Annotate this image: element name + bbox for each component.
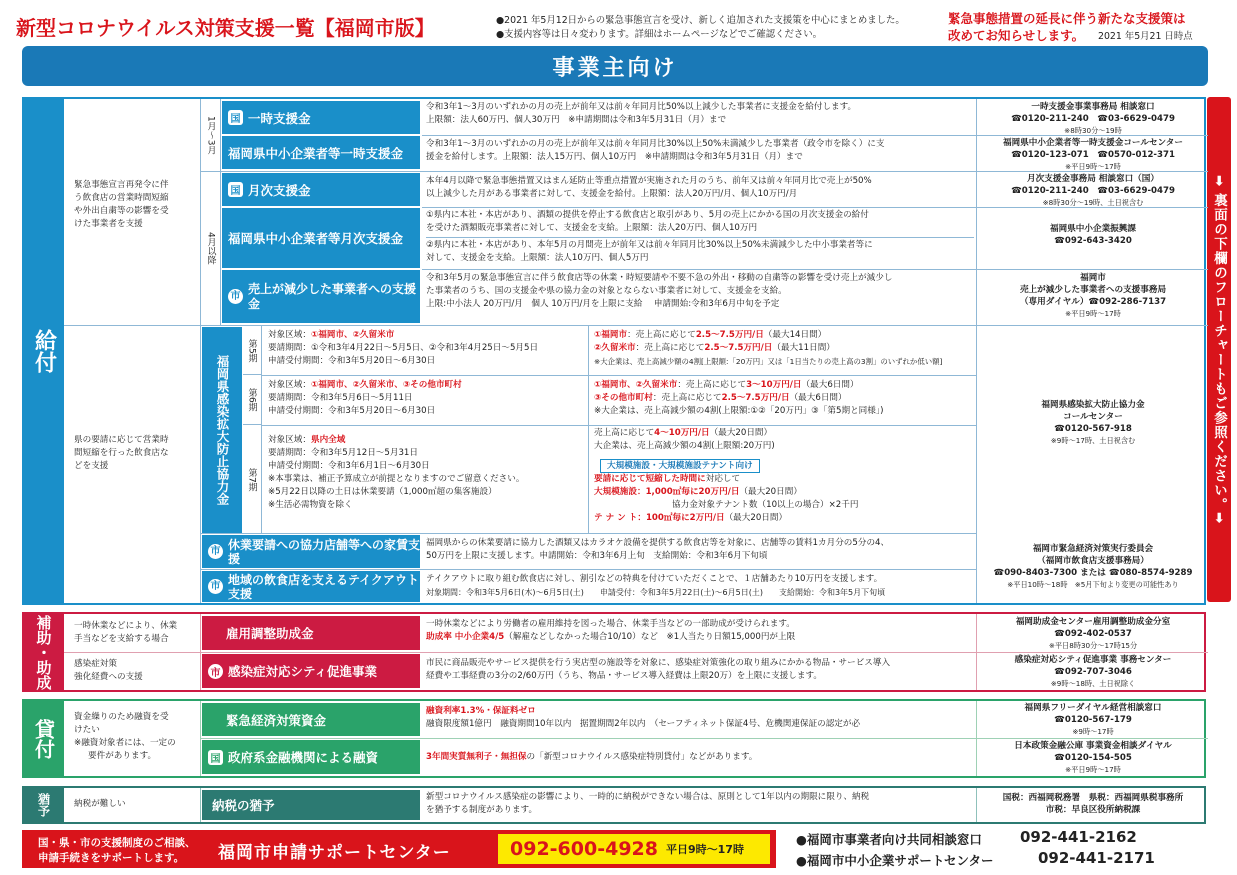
kyufu-category [24,99,64,603]
program-name: 政府系金融機関による融資 [228,750,379,765]
contact-hours: ※平日9時〜17時 [1065,162,1121,171]
contact-hours: ※8時30分〜19時、土日祝含む [1042,198,1144,207]
contact-line: 福岡県感染拡大防止協力金 [1041,400,1145,410]
condition-line: ※生活必需物資を除く [268,500,353,510]
period-jan-mar [201,99,221,171]
contact-phone[interactable]: ☎0120-154-505 [1054,753,1132,763]
desc-line: 新型コロナウイルス感染症の影響により、一時的に納税ができない場合は、原則として1年以内の期限に限り、納税 [426,792,870,802]
amount-line: ②久留米市：売上高に応じて2.5〜7.5万円/日（最大11日間） [594,343,835,353]
support-center-banner [22,830,776,868]
contact-phone[interactable]: ☎0120-567-179 [1054,715,1132,725]
header-date: 2021 年5月21 日時点 [1098,31,1193,42]
amount-note: ※大企業は、売上高減少額の4割(上限額:①②「20万円」③「第5期と同様」) [594,406,884,416]
condition-line: 要請期間：令和3年5月6日〜5月11日 [268,393,413,403]
period-5-amounts [594,329,974,368]
contact-phone[interactable]: ☎090-8403-7300 または ☎080-8574-9289 [993,568,1193,578]
contact-line: 一時支援金事業事務局 相談窓口 [1031,102,1155,112]
period-apr-onward [201,171,221,325]
period-7-amounts [594,427,974,525]
period-7-label [243,426,261,533]
contact-getsuji [978,173,1208,209]
yuyo-category [24,788,64,822]
contact-line: 福岡市緊急経済対策実行委員会 [1032,544,1154,554]
joint-consultation-phone[interactable]: 092-441-2162 [1020,828,1137,846]
page-title: 新型コロナウイルス対策支援一覧【福岡市版】 [16,16,435,40]
kyoryokukin-title-text: 福岡県感染拡大防止協力金 [215,355,230,505]
city-badge-icon: 市 [208,579,223,594]
target-line: 資金繰りのため融資を受 [74,712,169,722]
desc-line: 助成率 中小企業4/5（解雇などしなかった場合10/10）など ※1人当たり日額15,000円が上限 [426,632,796,642]
condition-line: ※5月22日以降の土日は休業要請（1,000㎡超の集客施設） [268,487,497,497]
program-city-sokushin[interactable] [202,654,420,688]
header-alert-2: 改めてお知らせします。 [948,28,1085,43]
desc-line: 援金を給付します。上限額：法人15万円、個人10万円 ※申請期間は令和3年5月31日（月）まで [426,152,803,162]
target-line: 強化経費への支援 [74,672,143,682]
target-line: う飲食店の営業時間短縮 [74,193,169,203]
desc-line: 本年4月以降で緊急事態措置又はまん延防止等重点措置が実施された月のうち、前年又は前々年同月比で売上が50% [426,176,872,186]
desc-line: 対象期間：令和3年5月6日(木)〜6月5日(土) 申請受付：令和3年5月22日(土)〜6月5日(土) 支給開始：令和3年5月下旬頃 [426,588,886,597]
contact-line: （福岡市飲食店支援事務局） [1037,556,1149,566]
contact-line: 福岡市 [1080,273,1106,283]
kyoryokukin-title [202,327,242,533]
program-name: 感染症対応シティ促進事業 [228,664,378,679]
target-line: 感染症対策 [74,659,117,669]
city-badge-icon: 市 [208,664,223,679]
large-line: テ ナ ン ト：100㎡毎に2万円/日（最大20日間） [594,513,788,523]
condition-line: 申請受付期間：令和3年6月1日〜6月30日 [268,461,430,471]
desc-line: 福岡県からの休業要請に協力した酒類又はカラオケ設備を提供する飲食店等を対象に、店舗等の賃料1カ月分の5分の4、 [426,538,890,548]
contact-line: 売上が減少した事業者への支援事務局 [1019,285,1167,295]
desc-line: た事業者のうち、国の支援金や県の協力金の対象とならない事業者に対して、支援金を支給。 [426,286,787,296]
contact-hours: ※平日8時30分〜17時15分 [1048,641,1138,650]
desc-getsuji [426,175,974,201]
hojo-target-2 [74,658,143,684]
yuyo-target: 納税が難しい [74,799,126,809]
program-uriage-shienkin[interactable] [222,270,420,323]
contact-hours: ※9時〜17時、土日祝含む [1050,436,1136,445]
contact-phone[interactable]: ☎0120-211-240 ☎03-6629-0479 [1011,186,1175,196]
program-getsuji-shienkin[interactable] [222,173,420,206]
contact-phone[interactable]: （専用ダイヤル）☎092-286-7137 [1019,297,1167,307]
hojo-target-1 [74,620,177,646]
program-kinkyu-shikin[interactable] [202,703,420,736]
joint-consultation-name: ●福岡市事業者向け共同相談窓口 [796,832,982,847]
contact-phone[interactable]: ☎092-643-3420 [1054,236,1132,246]
contact-line: 市税：早良区役所納税課 [1045,805,1141,815]
yuyo-section [22,786,1206,824]
program-name: 福岡県中小企業者等月次支援金 [228,231,404,246]
yuyo-category-label: 猶予 [36,793,51,817]
contact-hours: ※9時〜18時、土日祝除く [1050,679,1136,688]
target-line: けた事業者を支援 [74,219,143,229]
kyufu-target-2 [74,434,194,473]
support-center-desc-1: 国・県・市の支援制度のご相談、 [38,837,196,849]
desc-takeout [426,573,974,599]
sme-support-center-name: ●福岡市中小企業サポートセンター [796,853,994,868]
back-page-reference [1207,97,1231,602]
contact-line: 福岡県中小企業者等一時支援金コールセンター [1003,138,1183,148]
target-line: ※融資対象者には、一定の [74,738,176,748]
contact-fukuoka-getsuji [978,223,1208,247]
target-line: 緊急事態宣言再発令に伴 [74,180,169,190]
desc-line: 上限:中小法人 20万円/月 個人 10万円/月を上限に支給 申請開始:令和3年6月中旬を予定 [426,299,780,309]
period-5-conditions [268,329,586,368]
kyufu-section [22,97,1206,605]
contact-hours: ※平日9時〜17時 [1065,309,1121,318]
desc-line: 令和3年5月の緊急事態宣言に伴う飲食店等の休業・時短要請や不要不急の外出・移動の自粛等の影響を受け売上が減少し [426,273,893,283]
kyufu-category-label: 給付 [31,329,57,373]
target-line: 要件があります。 [88,751,157,761]
period-label: 1月〜3月 [205,115,216,155]
contact-phone[interactable]: ☎0120-567-918 [1054,424,1132,434]
program-koyo-chosei[interactable] [202,616,420,650]
program-name: 福岡県中小企業者等一時支援金 [228,145,404,161]
sme-support-center-phone[interactable]: 092-441-2171 [1038,849,1155,867]
desc-line: ①県内に本社・本店があり、酒類の提供を停止する飲食店と取引があり、5月の売上にかかる国の月次支援金の給付 [426,210,869,220]
program-nozei-yuyo[interactable] [202,790,420,820]
program-fukuoka-getsuji[interactable] [222,208,420,268]
target-line: 一時休業などにより、休業 [74,621,178,631]
contact-uriage [978,272,1208,320]
contact-fukuoka-ichiji [978,137,1208,173]
desc-line: 3年間実質無利子・無担保の「新型コロナウイルス感染症特別貸付」などがあります。 [426,752,758,762]
header-note-1: ●2021 年5月12日からの緊急事態宣言を受け、新しく追加された支援策を中心にまとめました。 [496,15,905,26]
large-facility-tag: 大規模施設・大規模施設テナント向け [600,459,760,473]
condition-line: 対象区域：県内全域 [268,435,346,445]
desc-fukuoka-ichiji [426,138,974,164]
desc-seifu-yushi [426,751,974,764]
program-name: 緊急経済対策資金 [226,712,327,728]
support-center-name: 福岡市申請サポートセンター [218,843,451,863]
program-name: 地域の飲食店を支えるテイクアウト支援 [228,572,419,601]
program-name: 休業要請への協力店舗等への家賃支援 [228,537,420,566]
desc-line: 上限額：法人60万円、個人30万円 ※申請期間は令和3年5月31日（月）まで [426,115,727,125]
large-line: 大規模施設：1,000㎡毎に20万円/日（最大20日間） [594,487,802,497]
kashitsuke-target [74,711,176,763]
program-yachin-shien[interactable] [202,535,420,568]
desc-line: 50万円を上限に支援します。申請開始：令和3年6月上旬 支給開始：令和3年6月下旬頃 [426,551,768,561]
desc-kinkyu-shikin [426,705,974,731]
hojo-section [22,612,1206,692]
desc-line: 対して、支援金を支給。上限額：法人10万円、個人5万円 [426,253,649,263]
contact-line: 月次支援金事務局 相談窓口（国） [1027,174,1159,184]
header-note-2: ●支援内容等は日々変わります。詳細はホームページなどでご確認ください。 [496,29,822,40]
period-7-conditions [268,434,586,512]
program-fukuoka-ichiji[interactable] [222,136,420,169]
desc-line: 一時休業などにより労働者の雇用維持を図った場合、休業手当などの一部助成が受けられます。 [426,619,795,629]
large-line: 要請に応じて短縮した時間に対応して [594,474,741,484]
support-center-phone[interactable]: 092-600-4928 [510,838,658,860]
condition-line: 申請受付期間：令和3年5月20日〜6月30日 [268,406,436,416]
desc-line: 令和3年1〜3月のいずれかの月の売上が前年又は前々年同月比30%以上50%未満減少した事業者（政令市を除く）に支 [426,139,885,149]
target-line: 間短縮を行った飲食店な [74,448,169,458]
contact-phone[interactable]: ☎092-707-3046 [1054,667,1132,677]
contact-line: 福岡県中小企業振興課 [1050,224,1136,234]
desc-line: 経費や工事経費の3分の2/60万円（うち、物品・サービス導入経費は上限20万）を上限に支援します。 [426,671,822,681]
desc-line: テイクアウトに取り組む飲食店に対し、割引などの特典を付けていただくことで、１店舗あたり10万円を支援します。 [426,574,883,584]
condition-line: ※本事業は、補正予算成立が前提となりますのでご留意ください。 [268,474,525,484]
audience-banner [22,46,1208,86]
desc-city-sokushin [426,657,974,683]
national-badge-icon: 国 [228,110,243,125]
program-name: 一時支援金 [248,110,311,126]
target-line: や外出自粛等の影響を受 [74,206,169,216]
amount-note: ※大企業は、売上高減少額の4割[上限額:「20万円」又は「1日当たりの売上高の3割」のいずれか低い額] [594,357,943,366]
condition-line: 要請期間：令和3年5月12日〜5月31日 [268,448,418,458]
contact-city-sokushin [978,654,1208,690]
program-seifu-yushi[interactable] [202,740,420,774]
desc-line: を猶予する制度があります。 [426,805,538,815]
support-center-phone-box[interactable] [498,834,770,864]
contact-line: 日本政策金融公庫 事業資金相談ダイヤル [1014,741,1172,751]
desc-ichiji [426,101,974,127]
amount-line: ③その他市町村：売上高に応じて2.5〜7.5万円/日（最大6日間） [594,393,847,403]
program-name: 月次支援金 [248,182,311,198]
contact-phone[interactable]: ☎0120-123-071 ☎0570-012-371 [1011,150,1175,160]
program-takeout-shien[interactable] [202,571,420,602]
period-label: 4月以降 [205,231,216,265]
back-page-reference-text: ➡ 裏面の下欄のフローチャートもご参照ください。➡ [1211,174,1227,525]
contact-line: 感染症対応シティ促進事業 事務センター [1014,655,1172,665]
program-ichiji-shienkin[interactable] [222,101,420,134]
contact-city-shien [978,543,1208,591]
banner-label: 事業主向け [552,55,678,81]
target-line: どを支援 [74,461,109,471]
national-badge-icon: 国 [228,182,243,197]
contact-ichiji [978,101,1208,137]
program-name: 納税の猶予 [212,798,275,813]
hojo-category [24,614,64,690]
contact-hours: ※平日9時〜17時 [1065,765,1121,774]
period-label: 第6期 [246,388,257,412]
condition-line: 申請受付期間：令和3年5月20日〜6月30日 [268,356,436,366]
header [0,0,1237,46]
national-badge-icon: 国 [208,750,223,765]
contact-hours: ※平日10時〜18時 ※5月下旬より変更の可能性あり [1007,580,1179,589]
period-5-label [243,327,261,375]
contact-line: 福岡助成金センター雇用調整助成金分室 [1015,617,1171,627]
desc-koyo-chosei [426,618,974,644]
amount-line: ①福岡市、②久留米市：売上高に応じて3〜10万円/日（最大6日間） [594,380,859,390]
target-line: けたい [74,725,100,735]
period-6-conditions [268,379,586,418]
desc-nozei-yuyo [426,791,974,817]
condition-line: 要請期間：①令和3年4月22日〜5月5日、②令和3年4月25日〜5月5日 [268,343,539,353]
condition-line: 対象区域：①福岡市、②久留米市、③その他市町村 [268,380,462,390]
kashitsuke-category-label: 貸付 [31,718,56,759]
desc-highlight: 融資利率1.3%・保証料ゼロ [426,706,536,716]
header-alert-1: 緊急事態措置の延長に伴う新たな支援策は [948,11,1186,26]
desc-line: 令和3年1〜3月のいずれかの月の売上が前年又は前々年同月比50%以上減少した事業者に支援金を給付します。 [426,102,857,112]
contact-line: コールセンター [1063,412,1123,422]
large-line: 協力金対象テナント数（10以上の場合）×2千円 [672,500,859,510]
support-center-hours: 平日9時〜17時 [665,843,744,856]
contact-line: 福岡県フリーダイヤル経営相談窓口 [1024,703,1162,713]
kashitsuke-category [24,701,64,776]
period-6-label [243,376,261,425]
city-badge-icon: 市 [228,289,243,304]
contact-kinkyu-shikin [978,702,1208,738]
period-label: 第7期 [246,467,257,492]
program-name: 売上が減少した事業者への支援金 [248,281,417,311]
desc-line: ②県内に本社・本店があり、本年5月の月間売上が前年又は前々年同月比30%以上50%未満減少した中小事業者等に [426,240,873,250]
contact-koyo-chosei [978,616,1208,652]
contact-phone[interactable]: ☎092-402-0537 [1054,629,1132,639]
period-6-amounts [594,379,974,418]
desc-yachin [426,537,974,563]
amount-line: 大企業は、売上高減少額の4割(上限額:20万円) [594,441,775,451]
kyufu-target-1 [74,179,194,231]
contact-phone[interactable]: ☎0120-211-240 ☎03-6629-0479 [1011,114,1175,124]
target-line: 手当などを支給する場合 [74,634,169,644]
desc-line: 以上減少した月がある事業者に対して、支援金を給付。上限額：法人20万円/月、個人10万円/月 [426,189,798,199]
program-name: 雇用調整助成金 [226,626,314,641]
desc-line: 融資限度額1億円 融資期間10年以内 据置期間2年以内 （セーフティネット保証4号、危機関連保証の認定が必 [426,719,861,729]
contact-nozei-yuyo [978,792,1208,816]
amount-line: 売上高に応じて4〜10万円/日（最大20日間） [594,428,773,438]
amount-line: ①福岡市：売上高に応じて2.5〜7.5万円/日（最大14日間） [594,330,827,340]
contact-kyoryokukin [978,399,1208,447]
desc-line: 市民に商品販売やサービス提供を行う実店型の施設等を対象に、感染症対策強化の取り組みにかかる物品・サービス導入 [426,658,891,668]
contact-seifu-yushi [978,740,1208,776]
period-label: 第5期 [246,338,257,363]
contact-line: 国税：西福岡税務署 県税：西福岡県税事務所 [1002,793,1184,803]
kashitsuke-section [22,699,1206,778]
target-line: 県の要請に応じて営業時 [74,435,169,445]
contact-hours: ※9時〜17時 [1072,727,1114,736]
support-center-desc-2: 申請手続きをサポートします。 [38,852,185,864]
hojo-category-label: 補助・助成 [34,614,53,690]
condition-line: 対象区域：①福岡市、②久留米市 [268,330,395,340]
contact-hours: ※8時30分〜19時 [1064,126,1122,135]
desc-fukuoka-getsuji [426,209,974,265]
desc-uriage [426,272,974,311]
city-badge-icon: 市 [208,544,223,559]
desc-line: を受けた酒類販売事業者に対して、支援金を支給。上限額：法人20万円、個人10万円 [426,223,758,233]
